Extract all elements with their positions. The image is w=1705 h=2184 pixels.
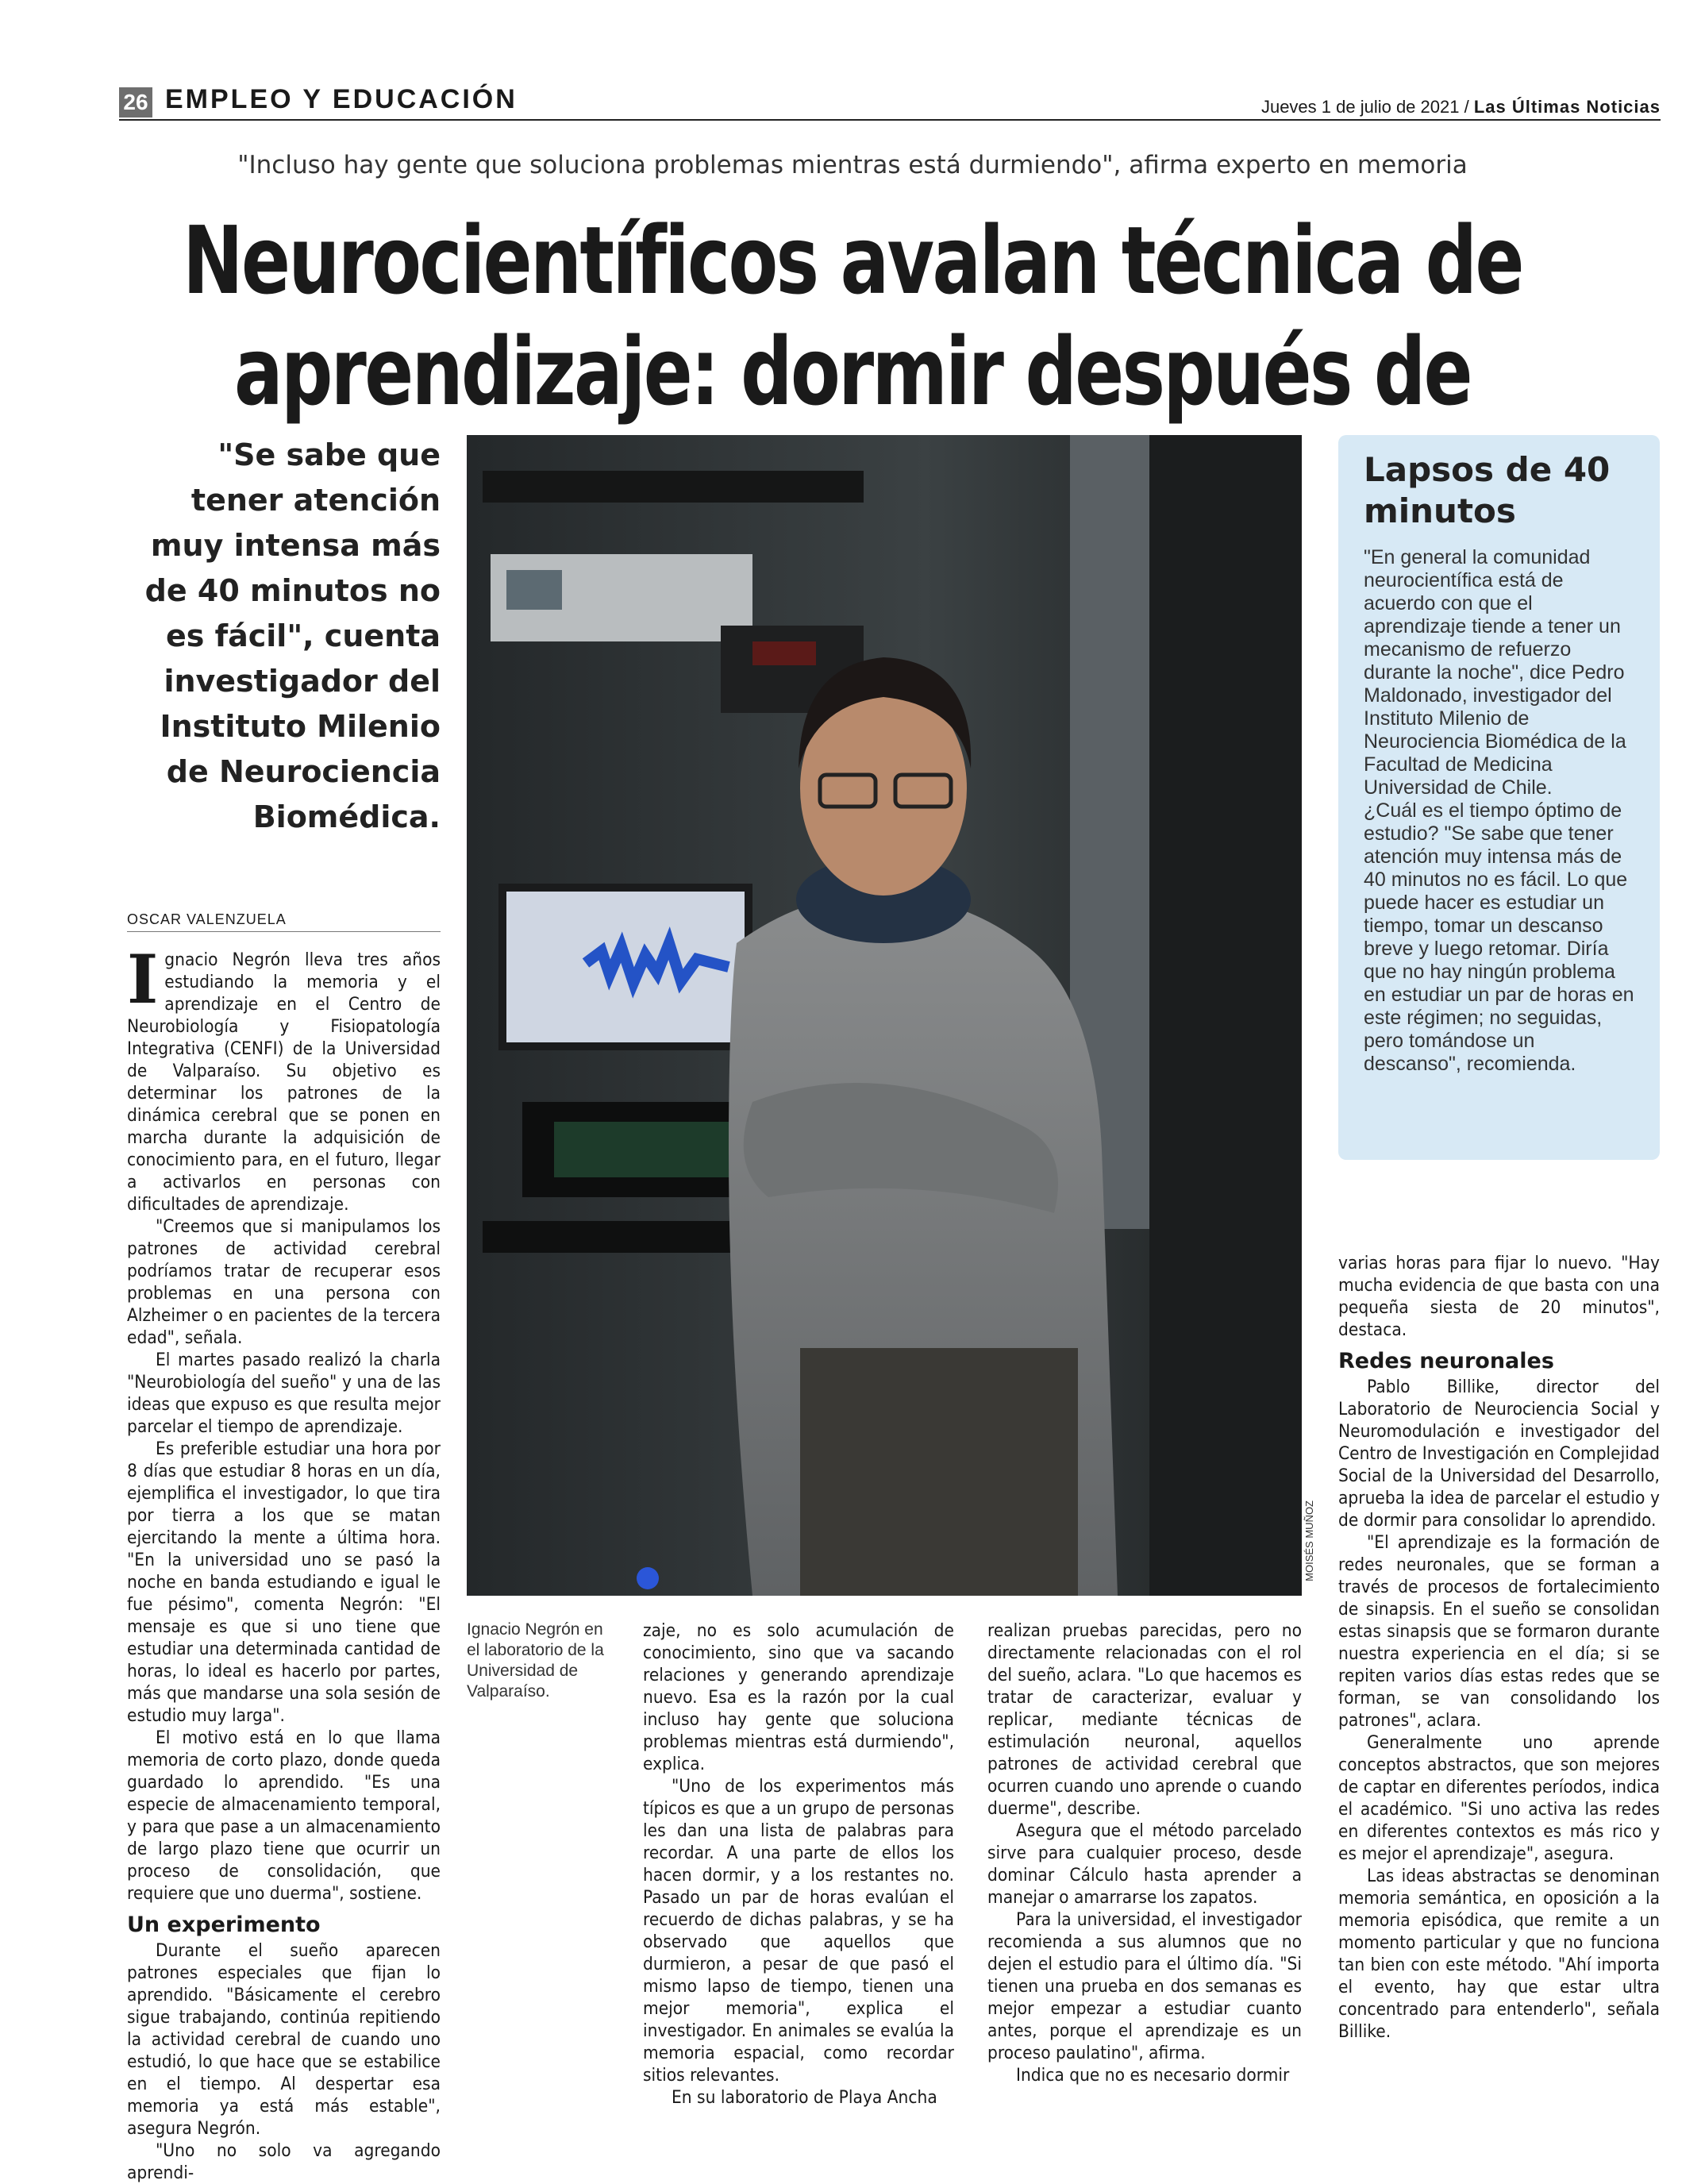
paragraph: El motivo está en lo que llama memoria de corto plazo, donde queda guardado lo aprendido. "Es una especie de almacenamiento temporal, y para que pase a un almacenamiento de largo plazo tiene que ocurrir un proceso de consolidación, que requiere que uno duerma", sostiene. (127, 1728, 441, 1904)
article-kicker: "Incluso hay gente que soluciona problemas mientras está durmiendo", afirma experto en memoria (237, 151, 1468, 179)
photo-illustration (467, 435, 1302, 1596)
sidebar-body (1364, 546, 1636, 1076)
body-column-4 (1338, 1252, 1660, 2043)
subheading: Un experimento (127, 1912, 321, 1937)
paragraph: "El aprendizaje es la formación de redes neuronales, que se forman a través de procesos de fortalecimiento de sinapsis. En el sueño se consolidan estas sinapsis que se formaron durante nuestra experiencia en el día; si se repiten varios días estas redes que se forman, se van consolidando los patrones", aclara. (1338, 1532, 1660, 1731)
paragraph: Indica que no es necesario dormir (1016, 2065, 1290, 2086)
paragraph: "Uno no solo va agregando aprendi- (127, 2140, 441, 2183)
issue-date: Jueves 1 de julio de 2021 / (1260, 97, 1474, 117)
page-number: 26 (119, 87, 152, 117)
body-column-1 (127, 940, 441, 2184)
body-column-2 (643, 1620, 954, 2109)
article-photo (467, 435, 1302, 1596)
sidebar-paragraph: "En general la comunidad neurocientífica está de acuerdo con que el aprendizaje tiende a tener un mecanismo de refuerzo durante la noche", dice Pedro Maldonado, investigador del Instituto Milenio de Neurociencia Biomédica de la Facultad de Medicina Universidad de Chile. (1364, 546, 1626, 799)
sidebar-title: Lapsos de 40 minutos (1364, 450, 1611, 530)
paragraph: Para la universidad, el investigador recomienda a sus alumnos que no dejen el estudio para el último día. "Si tienen una prueba en dos semanas es mejor empezar a estudiar cuanto antes, porque el aprendizaje es un proceso paulatino", afirma. (987, 1909, 1302, 2063)
headline-line-1: Neurocientíficos avalan técnica de (183, 206, 1522, 315)
publication-name: Las Últimas Noticias (1473, 97, 1661, 117)
photo-caption: Ignacio Negrón en el laboratorio de la Universidad de Valparaíso. (467, 1620, 604, 1701)
headline-line-2: aprendizaje: dormir después de (233, 317, 1472, 426)
paragraph: En su laboratorio de Playa Ancha (672, 2087, 937, 2108)
pull-quote: "Se sabe que tener atención muy intensa más de 40 minutos no es fácil", cuenta investigador del Instituto Milenio de Neurociencia Biomédica. (144, 437, 441, 834)
paragraph: Es preferible estudiar una hora por 8 días que estudiar 8 horas en un día, ejemplifica el investigador, lo que tira por tierra a los que se matan ejercitando la mente a última hora. "En la universidad uno se pasó la noche en banda estudiando e igual le fue pésimo", comenta Negrón: "El mensaje es que si uno tiene que estudiar una determinada cantidad de horas, lo ideal es hacerlo por partes, más que mandarse una sola sesión de estudio muy larga". (127, 1439, 441, 1726)
paragraph: varias horas para fijar lo nuevo. "Hay mucha evidencia de que basta con una pequeña siesta de 20 minutos", destaca. (1338, 1253, 1660, 1340)
paragraph: Durante el sueño aparecen patrones especiales que fijan lo aprendido. "Básicamente el cerebro sigue trabajando, continúa repitiendo la actividad cerebral de cuando uno estudió, lo que hace que se estabilice en el tiempo. Al despertar esa memoria ya está más estable", asegura Negrón. (127, 1940, 441, 2139)
paragraph: realizan pruebas parecidas, pero no directamente relacionadas con el rol del sueño, aclara. "Lo que hacemos es tratar de caracterizar, evaluar y replicar, mediante técnicas de estimulación neuronal, aquellos patrones de actividad cerebral que ocurren cuando uno aprende o cuando duerme", describe. (987, 1620, 1302, 1819)
byline: OSCAR VALENZUELA (127, 911, 441, 932)
paragraph: "Creemos que si manipulamos los patrones de actividad cerebral podríamos tratar de recuperar esos problemas en una persona con Alzheimer o en pacientes de la tercera edad", señala. (127, 1216, 441, 1348)
section-name: EMPLEO Y EDUCACIÓN (165, 84, 518, 114)
paragraph: Pablo Billike, director del Laboratorio de Neurociencia Social y Neuromodulación e investigador del Centro de Investigación en Complejidad Social de la Universidad del Desarrollo, aprueba la idea de parcelar el estudio y de dormir para consolidar lo aprendido. (1338, 1377, 1660, 1531)
body-column-3 (987, 1620, 1302, 2086)
paragraph: Las ideas abstractas se denominan memoria semántica, en oposición a la memoria episódica, que remite a un momento particular y que no funciona tan bien con este método. "Ahí importa el evento, hay que estar ultra concentrado para entenderlo", señala Billike. (1338, 1866, 1660, 2042)
sidebar-box (1338, 435, 1660, 1160)
header-rule (119, 119, 1661, 121)
paragraph: zaje, no es solo acumulación de conocimiento, sino que va sacando relaciones y generando aprendizaje nuevo. Esa es la razón por la cual incluso hay gente que soluciona problemas mientras está durmiendo", explica. (643, 1620, 954, 1774)
paragraph: "Uno de los experimentos más típicos es que a un grupo de personas les dan una lista de palabras para recordar. A una parte de ellos los hacen dormir, y a los restantes no. Pasado un par de horas evalúan el recuerdo de dichas palabras, y se ha observado que aquellos que durmieron, a pesar de que pasó el mismo lapso de tiempo, tienen una mejor memoria", explica el investigador. En animales se evalúa la memoria espacial, como recordar sitios relevantes. (643, 1776, 954, 2086)
paragraph: Asegura que el método parcelado sirve para cualquier proceso, desde dominar Cálculo hasta aprender a manejar o amarrarse los zapatos. (987, 1820, 1302, 1908)
sidebar-paragraph: ¿Cuál es el tiempo óptimo de estudio? "Se sabe que tener atención muy intensa más de 40 minutos no es fácil. Lo que puede hacer es estudiar un tiempo, tomar un descanso breve y luego retomar. Diría que no hay ningún problema en estudiar un par de horas en este régimen; no seguidas, pero tomándose un descanso", recomienda. (1364, 799, 1634, 1075)
photo-credit: MOISÉS MUÑOZ (1303, 1500, 1315, 1581)
header-dateline (1261, 97, 1661, 117)
paragraph: Ignacio Negrón lleva tres años estudiando la memoria y el aprendizaje en el Centro de Neurobiología y Fisiopatología Integrativa (CENFI) de la Universidad de Valparaíso. Su objetivo es determinar los patrones de la dinámica cerebral que se ponen en marcha durante la adquisición de conocimiento para, en el futuro, llegar a activarlos en personas con dificultades de aprendizaje. (127, 940, 441, 1215)
drop-cap: I (127, 940, 159, 1019)
paragraph: Generalmente uno aprende conceptos abstractos, que son mejores de captar en diferentes períodos, indica el académico. "Si uno activa las redes en diferentes contextos es más rico y es mejor el aprendizaje", asegura. (1338, 1732, 1660, 1864)
subheading: Redes neuronales (1338, 1349, 1554, 1373)
paragraph: El martes pasado realizó la charla "Neurobiología del sueño" y una de las ideas que expuso es que resulta mejor parcelar el tiempo de aprendizaje. (127, 1350, 441, 1437)
